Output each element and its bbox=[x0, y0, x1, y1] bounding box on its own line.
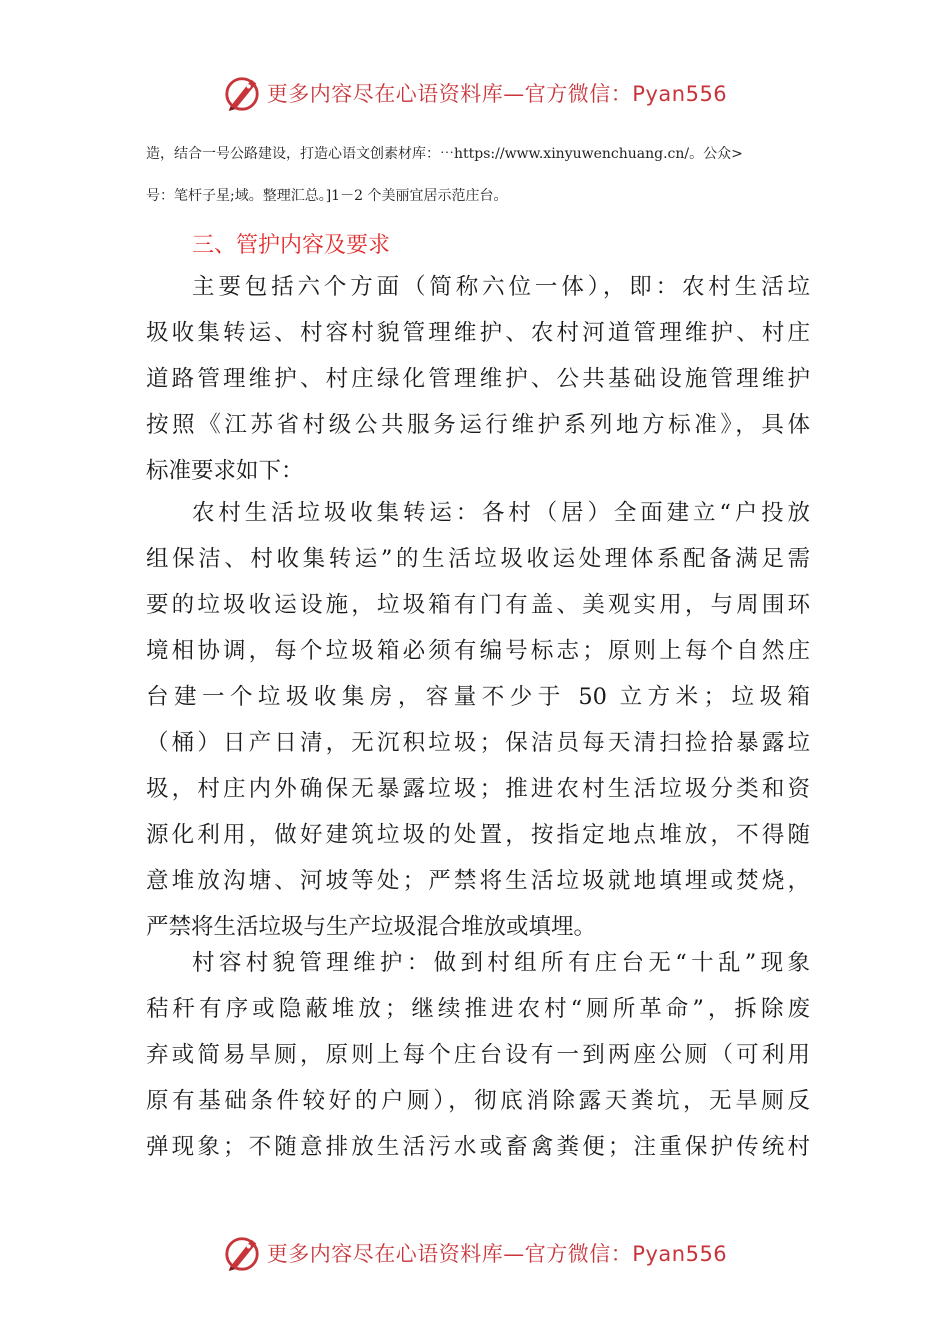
paragraph-overview bbox=[146, 264, 810, 494]
paragraph-village-appearance bbox=[146, 940, 810, 1170]
paragraph-line: 村容村貌管理维护：做到村组所有庄台无“十乱”现象 bbox=[192, 950, 810, 976]
paragraph-line: 主要包括六个方面（简称六位一体），即：农村生活垃 bbox=[192, 274, 810, 300]
paragraph-line: 台建一个垃圾收集房，容量不少于 50 立方米；垃圾箱 bbox=[146, 684, 810, 710]
paragraph-line: 圾收集转运、村容村貌管理维护、农村河道管理维护、村庄 bbox=[146, 320, 810, 346]
pen-logo-icon bbox=[223, 73, 261, 113]
banner-text: 更多内容尽在心语资料库—官方微信：Pyan556 bbox=[266, 82, 728, 106]
paragraph-line: 要的垃圾收运设施，垃圾箱有门有盖、美观实用，与周围环 bbox=[146, 592, 810, 618]
paragraph-line: 农村生活垃圾收集转运：各村（居）全面建立“户投放 bbox=[192, 500, 810, 526]
pen-logo-icon bbox=[223, 1233, 261, 1273]
footer-banner bbox=[0, 1228, 950, 1278]
paragraph-line: 严禁将生活垃圾与生产垃圾混合堆放或填埋。 bbox=[146, 914, 597, 940]
paragraph-line: 道路管理维护、村庄绿化管理维护、公共基础设施管理维护 bbox=[146, 366, 810, 392]
paragraph-line: 秸秆有序或隐蔽堆放；继续推进农村“厕所革命”，拆除废 bbox=[146, 996, 810, 1022]
paragraph-line: 组保洁、村收集转运”的生活垃圾收运处理体系配备满足需 bbox=[146, 546, 810, 572]
section-heading: 三、管护内容及要求 bbox=[192, 233, 391, 258]
paragraph-garbage bbox=[146, 490, 810, 950]
paragraph-line: 境相协调，每个垃圾箱必须有编号标志；原则上每个自然庄 bbox=[146, 638, 810, 664]
intro-line-2: 号：笔杆子星;域。整理汇总。]1－2 个美丽宜居示范庄台。 bbox=[146, 188, 508, 204]
paragraph-line: 标准要求如下： bbox=[146, 458, 304, 484]
banner-text: 更多内容尽在心语资料库—官方微信：Pyan556 bbox=[266, 1242, 728, 1266]
paragraph-line: 意堆放沟塘、河坡等处；严禁将生活垃圾就地填埋或焚烧， bbox=[146, 868, 810, 894]
intro-line-1: 造，结合一号公路建设，打造心语文创素材库：⋯https://www.xinyuwenchuang.cn/。公众> bbox=[146, 146, 743, 162]
paragraph-line: 圾，村庄内外确保无暴露垃圾；推进农村生活垃圾分类和资 bbox=[146, 776, 810, 802]
paragraph-line: 源化利用，做好建筑垃圾的处置，按指定地点堆放，不得随 bbox=[146, 822, 810, 848]
paragraph-line: 原有基础条件较好的户厕），彻底消除露天粪坑，无旱厕反 bbox=[146, 1088, 810, 1114]
paragraph-line: 弹现象；不随意排放生活污水或畜禽粪便；注重保护传统村 bbox=[146, 1134, 810, 1160]
paragraph-line: 弃或简易旱厕，原则上每个庄台设有一到两座公厕（可利用 bbox=[146, 1042, 810, 1068]
paragraph-line: （桶）日产日清，无沉积垃圾；保洁员每天清扫捡拾暴露垃 bbox=[146, 730, 810, 756]
paragraph-line: 按照《江苏省村级公共服务运行维护系列地方标准》，具体 bbox=[146, 412, 810, 438]
header-banner bbox=[0, 68, 950, 118]
